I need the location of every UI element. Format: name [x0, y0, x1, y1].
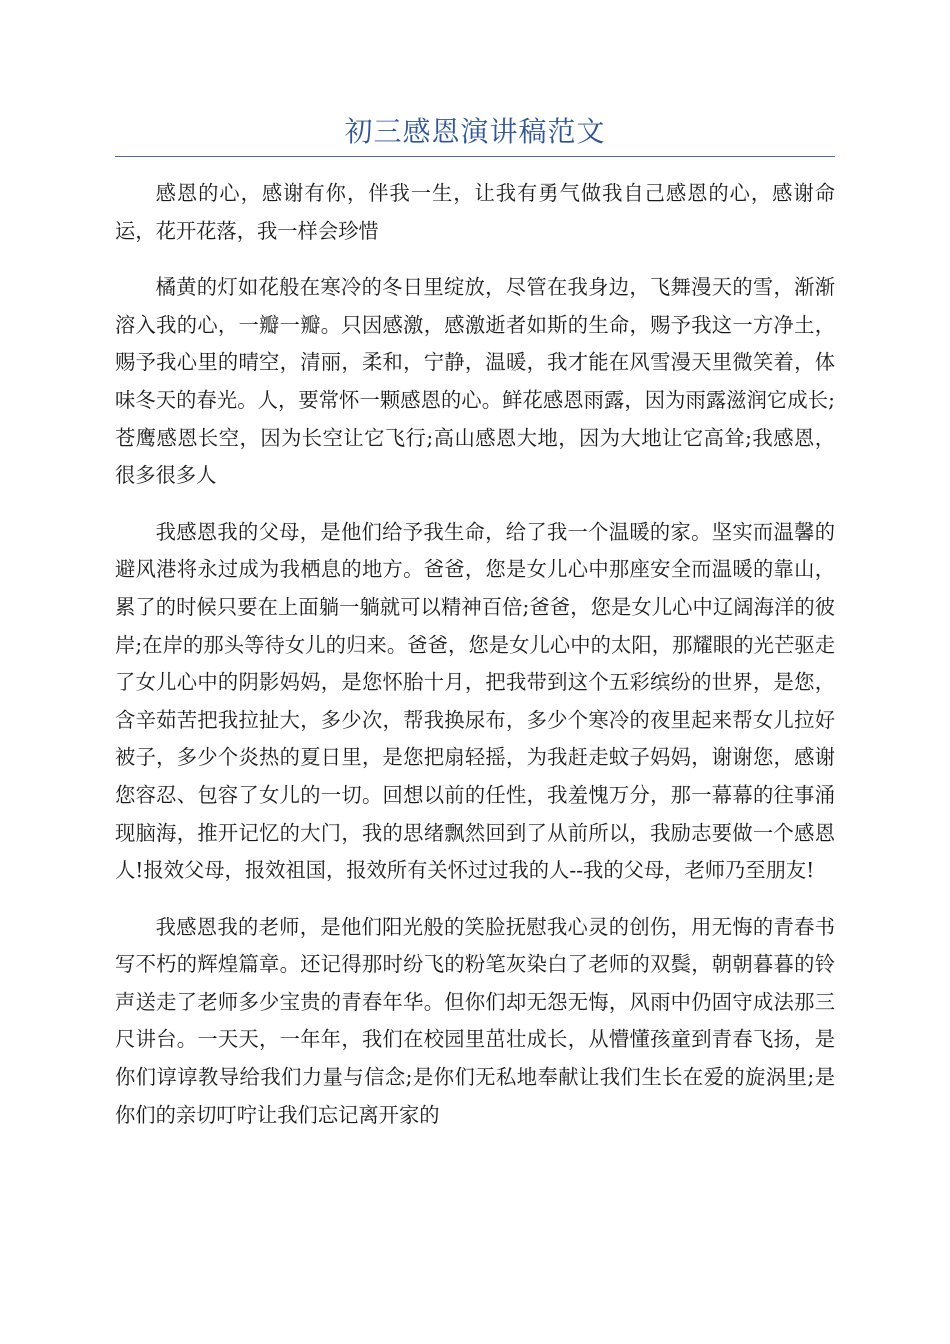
title-block: [115, 112, 835, 157]
paragraph-2: 橘黄的灯如花般在寒冷的冬日里绽放，尽管在我身边，飞舞漫天的雪，渐渐溶入我的心，一瓣一瓣。只因感激，感激逝者如斯的生命，赐予我这一方净土，赐予我心里的晴空，清丽，柔和，宁静，温暖，我才能在风雪漫天里微笑着，体味冬天的春光。人，要常怀一颗感恩的心。鲜花感恩雨露，因为雨露滋润它成长;苍鹰感恩长空，因为长空让它飞行;高山感恩大地，因为大地让它高耸;我感恩，很多很多人: [115, 275, 835, 488]
paragraph-3: 我感恩我的父母，是他们给予我生命，给了我一个温暖的家。坚实而温馨的避风港将永过成为我栖息的地方。爸爸，您是女儿心中那座安全而温暖的靠山，累了的时候只要在上面躺一躺就可以精神百倍;爸爸，您是女儿心中辽阔海洋的彼岸;在岸的那头等待女儿的归来。爸爸，您是女儿心中的太阳，那耀眼的光芒驱走了女儿心中的阴影妈妈，是您怀胎十月，把我带到这个五彩缤纷的世界，是您，含辛茹苦把我拉扯大，多少次，帮我换尿布，多少个寒冷的夜里起来帮女儿拉好被子，多少个炎热的夏日里，是您把扇轻摇，为我赶走蚊子妈妈，谢谢您，感谢您容忍、包容了女儿的一切。回想以前的任性，我羞愧万分，那一幕幕的往事涌现脑海，推开记忆的大门，我的思绪飘然回到了从前所以，我励志要做一个感恩人!报效父母，报效祖国，报效所有关怀过过我的人--我的父母，老师乃至朋友!: [115, 519, 835, 883]
document-body: [115, 175, 835, 1153]
paragraph-1: 感恩的心，感谢有你，伴我一生，让我有勇气做我自己感恩的心，感谢命运，花开花落，我一样会珍惜: [115, 181, 835, 243]
paragraph-4: 我感恩我的老师，是他们阳光般的笑脸抚慰我心灵的创伤，用无悔的青春书写不朽的辉煌篇章。还记得那时纷飞的粉笔灰染白了老师的双鬓，朝朝暮暮的铃声送走了老师多少宝贵的青春年华。但你们却无怨无悔，风雨中仍固守成法那三尺讲台。一天天，一年年，我们在校园里茁壮成长，从懵懂孩童到青春飞扬，是你们谆谆教导给我们力量与信念;是你们无私地奉献让我们生长在爱的旋涡里;是你们的亲切叮咛让我们忘记离开家的: [115, 914, 835, 1127]
document-title: 初三感恩演讲稿范文: [344, 115, 606, 148]
